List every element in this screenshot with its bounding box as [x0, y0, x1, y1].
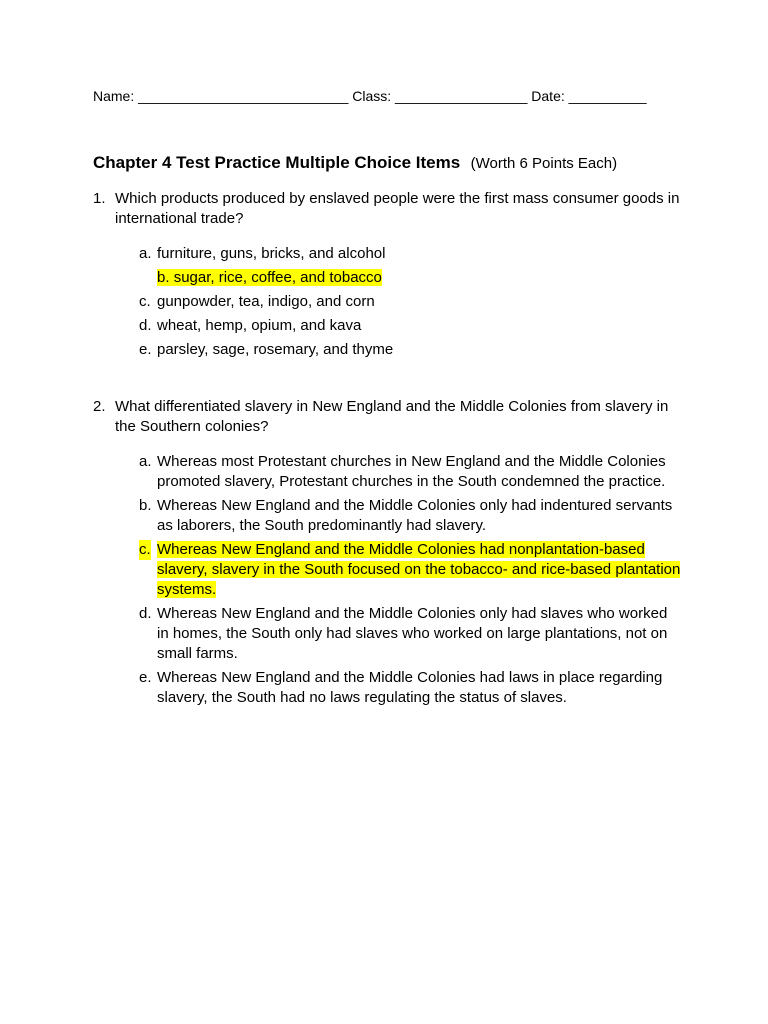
title-points: (Worth 6 Points Each) [470, 155, 618, 172]
question-number: 1. [93, 190, 106, 207]
option-letter: d. [139, 605, 152, 622]
question-text: What differentiated slavery in New England and the Middle Colonies from slavery in the Southern colonies? [115, 398, 669, 435]
question-1 [93, 189, 683, 375]
option-b [139, 496, 683, 536]
option-d [139, 604, 683, 664]
title-main: Chapter 4 Test Practice Multiple Choice Items [93, 153, 461, 172]
option-text: sugar, rice, coffee, and tobacco [173, 269, 382, 286]
answer-options [139, 452, 683, 708]
option-letter: c. [139, 293, 151, 310]
option-text: Whereas New England and the Middle Colonies only had indentured servants as laborers, the South predominantly had slavery. [157, 497, 673, 534]
option-letter: b. [157, 269, 170, 286]
option-letter: c. [139, 541, 151, 558]
option-text: parsley, sage, rosemary, and thyme [157, 341, 394, 358]
option-c [139, 540, 683, 600]
question-number: 2. [93, 398, 106, 415]
highlighted-answer: Whereas New England and the Middle Colonies had nonplantation-based slavery, slavery in the South focused on the tobacco- and rice-based plantation systems. [157, 541, 681, 598]
option-letter: a. [139, 453, 152, 470]
option-a [139, 452, 683, 492]
option-letter: d. [139, 317, 152, 334]
option-e [139, 668, 683, 708]
page-title [93, 153, 617, 173]
option-text: Whereas most Protestant churches in New England and the Middle Colonies promoted slavery, Protestant churches in the South condemned the practice. [157, 453, 666, 490]
question-2 [93, 397, 683, 723]
option-e [139, 340, 683, 360]
option-letter: e. [139, 669, 152, 686]
question-text: Which products produced by enslaved people were the first mass consumer goods in international trade? [115, 190, 680, 227]
option-text: gunpowder, tea, indigo, and corn [157, 293, 375, 310]
name-class-date-line: Name: ___________________________ Class: _________________ Date: __________ [93, 88, 647, 104]
answer-options [139, 244, 683, 360]
option-text: Whereas New England and the Middle Colonies had laws in place regarding slavery, the South had no laws regulating the status of slaves. [157, 669, 663, 706]
option-text: furniture, guns, bricks, and alcohol [157, 245, 386, 262]
highlighted-answer [157, 269, 382, 286]
option-a [139, 244, 683, 264]
option-letter: b. [139, 497, 152, 514]
option-letter: e. [139, 341, 152, 358]
option-text: wheat, hemp, opium, and kava [157, 317, 362, 334]
option-letter: a. [139, 245, 152, 262]
option-d [139, 316, 683, 336]
option-text: Whereas New England and the Middle Colonies only had slaves who worked in homes, the South only had slaves who worked on large plantations, not on small farms. [157, 605, 668, 662]
option-b [139, 268, 683, 288]
option-c [139, 292, 683, 312]
